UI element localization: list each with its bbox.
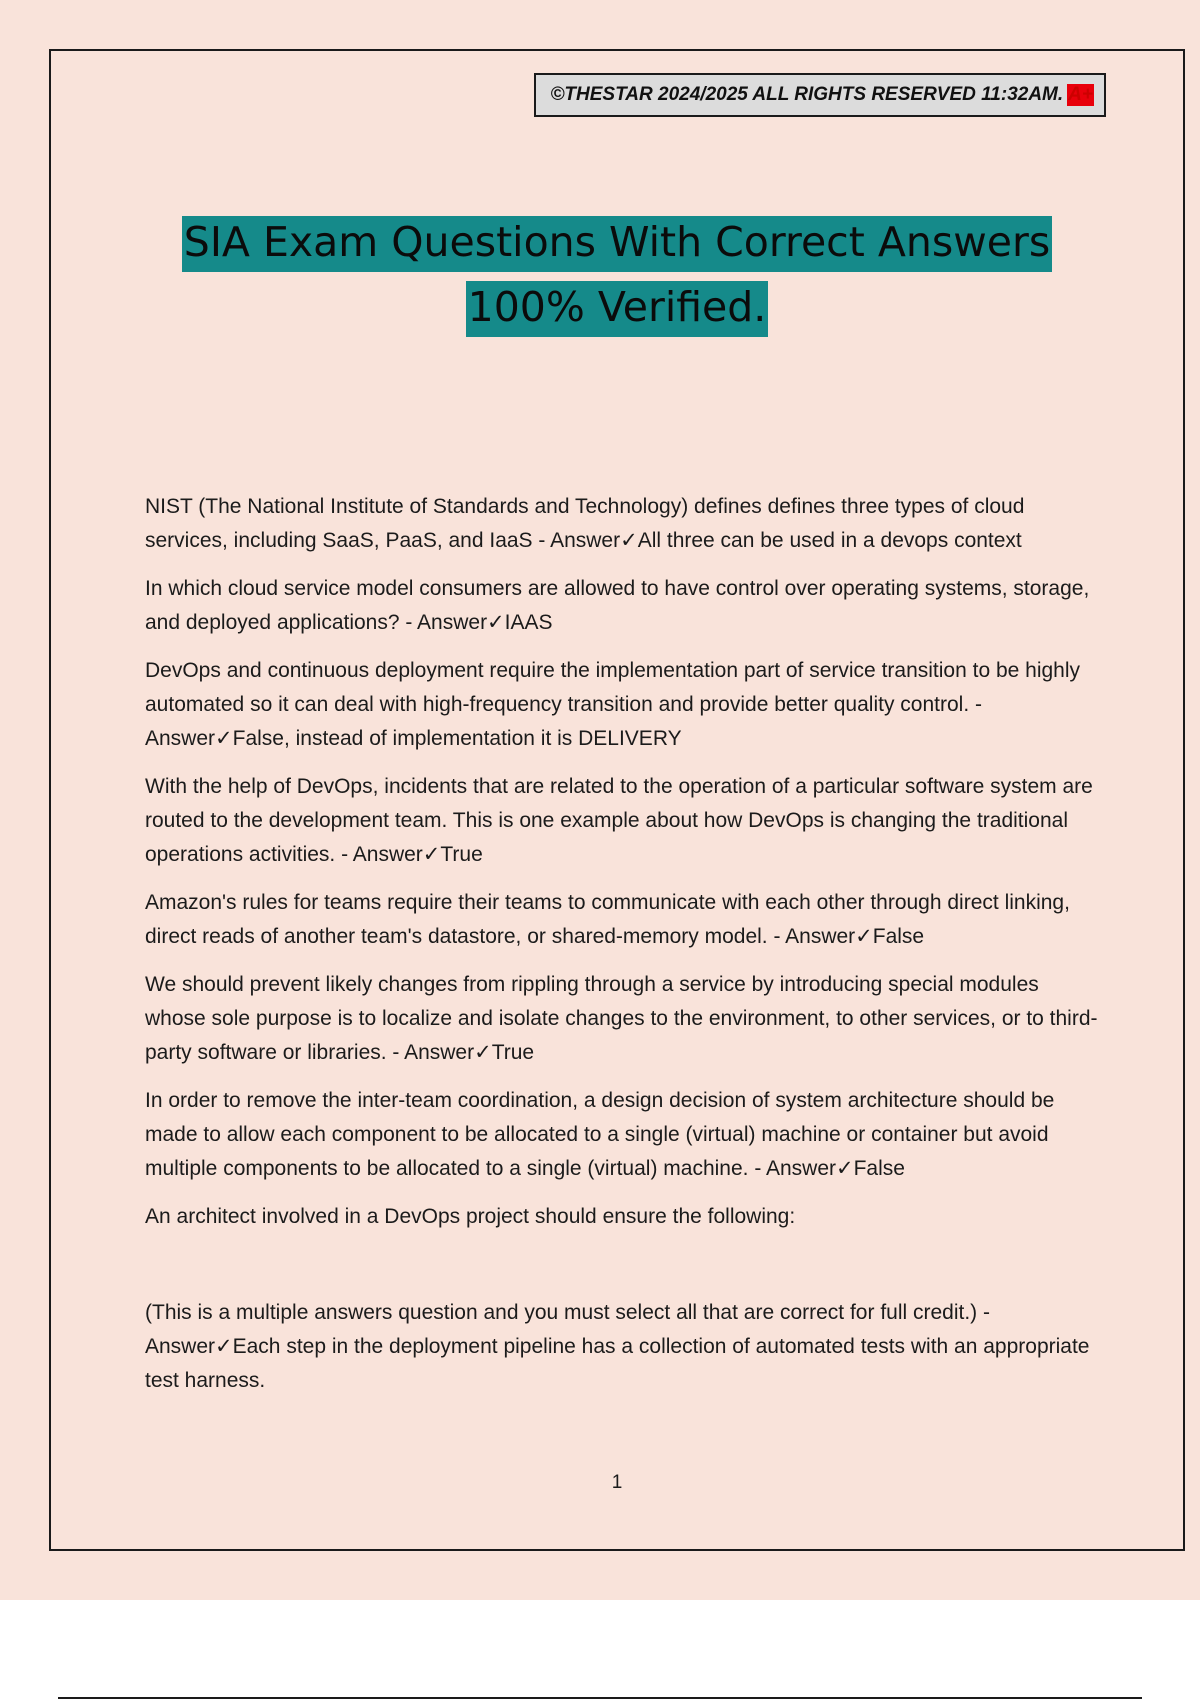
copyright-header [534,73,1106,117]
question-answer-3: DevOps and continuous deployment require the implementation part of service transition to be highly automated so it can deal with high-frequency transition and provide better quality control. - Answer✓False, instead of implementation it is DELIVERY [145,659,1081,750]
question-answer-4: With the help of DevOps, incidents that are related to the operation of a particular software system are routed to the development team. This is one example about how DevOps is changing the traditional operations activities. - Answer✓True [145,775,1093,866]
question-answer-2: In which cloud service model consumers are allowed to have control over operating systems, storage, and deployed applications? - Answer✓IAAS [145,577,1090,634]
question-list [145,490,1105,1412]
question-answer-9: (This is a multiple answers question and you must select all that are correct for full credit.) - Answer✓Each step in the deployment pipeline has a collection of automated tests with an appropriate test harness. [145,1301,1090,1392]
question-answer-8: An architect involved in a DevOps project should ensure the following: [145,1205,796,1228]
title-line-1: SIA Exam Questions With Correct Answers [182,216,1052,272]
title-line-2: 100% Verified. [466,281,769,337]
document-title [0,210,1200,340]
question-answer-7: In order to remove the inter-team coordination, a design decision of system architecture should be made to allow each component to be allocated to a single (virtual) machine or container but avoid multiple components to be allocated to a single (virtual) machine. - Answer✓False [145,1089,1055,1180]
grade-badge: A+ [1068,84,1093,105]
copyright-text: ©THESTAR 2024/2025 ALL RIGHTS RESERVED 11:32AM. [550,84,1064,105]
question-answer-1: NIST (The National Institute of Standards and Technology) defines defines three types of cloud services, including SaaS, PaaS, and IaaS - Answer✓All three can be used in a devops context [145,495,1025,552]
question-answer-6: We should prevent likely changes from rippling through a service by introducing special modules whose sole purpose is to localize and isolate changes to the environment, to other services, or to third-party software or libraries. - Answer✓True [145,973,1098,1064]
question-answer-5: Amazon's rules for teams require their teams to communicate with each other through direct linking, direct reads of another team's datastore, or shared-memory model. - Answer✓False [145,891,1070,948]
footer-divider [58,1697,1142,1699]
page-number: 1 [611,1472,623,1493]
